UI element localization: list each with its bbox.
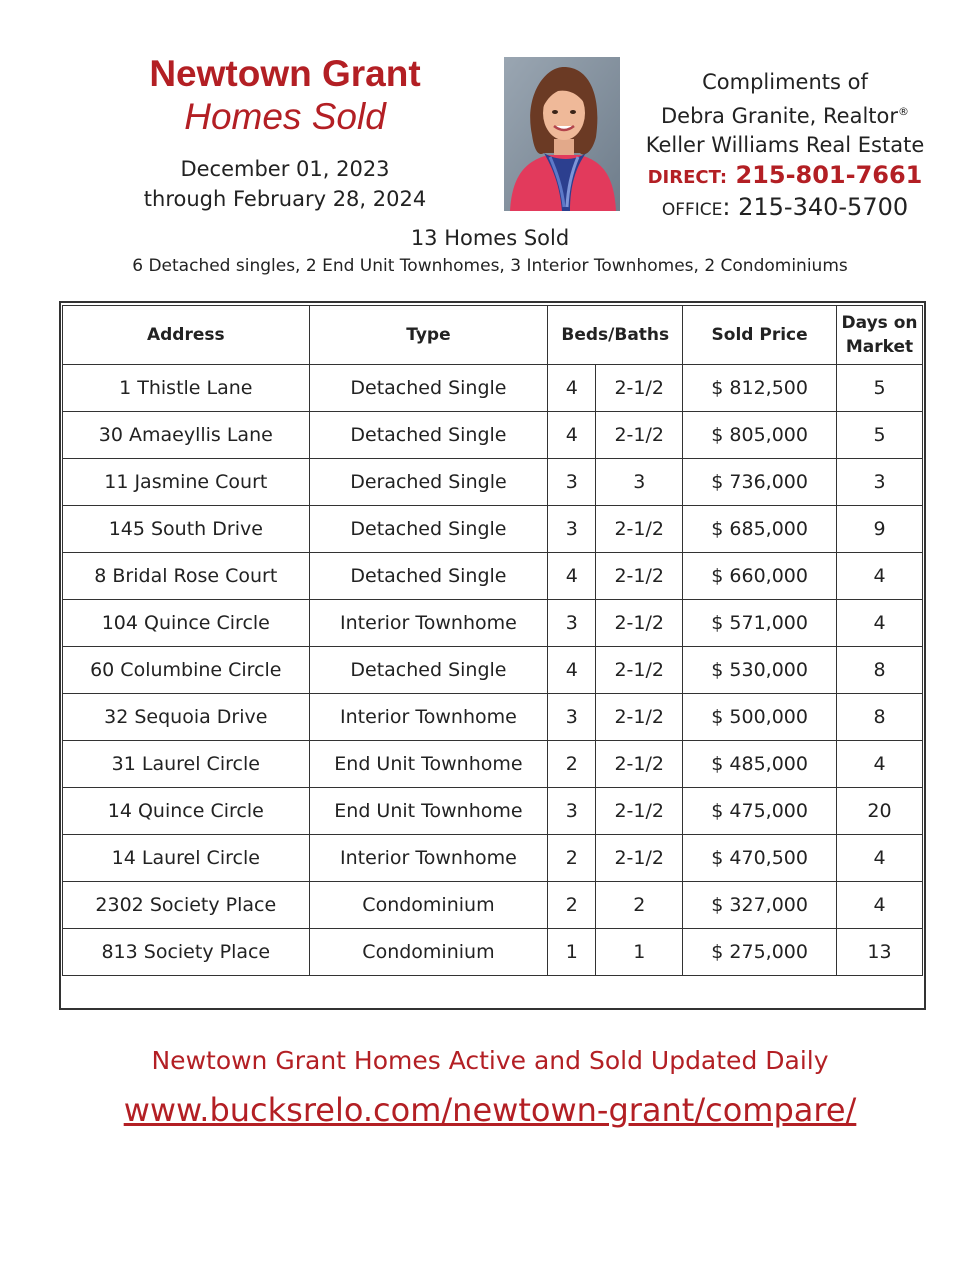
table-row [63,694,923,741]
cell-price: $ 327,000 [683,882,837,929]
cell-address: 11 Jasmine Court [63,459,310,506]
cell-price: $ 500,000 [683,694,837,741]
header-dom-line2: Market [845,337,914,357]
cell-type: Detached Single [309,412,548,459]
table-header-row [63,306,923,365]
compliments-text: Compliments of [702,70,868,94]
cell-address: 104 Quince Circle [63,600,310,647]
cell-type: Detached Single [309,647,548,694]
cell-dom: 9 [837,506,923,553]
cell-baths: 2-1/2 [596,694,683,741]
sales-table-frame [59,301,926,1010]
cell-type: Condominium [309,882,548,929]
cell-dom: 20 [837,788,923,835]
cell-baths: 2-1/2 [596,647,683,694]
cell-baths: 2-1/2 [596,506,683,553]
cell-beds: 4 [548,647,596,694]
cell-price: $ 736,000 [683,459,837,506]
cell-dom: 4 [837,741,923,788]
agent-company: Keller Williams Real Estate [645,133,925,157]
cell-price: $ 660,000 [683,553,837,600]
cell-address: 2302 Society Place [63,882,310,929]
header-type: Type [309,306,548,365]
cell-beds: 3 [548,788,596,835]
cell-address: 8 Bridal Rose Court [63,553,310,600]
cell-price: $ 530,000 [683,647,837,694]
table-row [63,412,923,459]
cell-type: End Unit Townhome [309,741,548,788]
agent-photo [504,57,620,211]
sales-table [62,305,923,976]
cell-beds: 4 [548,553,596,600]
cell-type: Condominium [309,929,548,976]
table-row [63,506,923,553]
cell-dom: 3 [837,459,923,506]
direct-label: DIRECT: [647,167,728,188]
cell-price: $ 470,500 [683,835,837,882]
table-row [63,647,923,694]
cell-type: Detached Single [309,506,548,553]
header-days-on-market [837,306,923,365]
page-subtitle: Homes Sold [184,96,386,137]
footer-text: Newtown Grant Homes Active and Sold Updated Daily [151,1046,829,1075]
cell-address: 14 Laurel Circle [63,835,310,882]
agent-info [640,68,930,224]
cell-baths: 2-1/2 [596,365,683,412]
agent-name: Debra Granite, Realtor [660,104,898,128]
table-row [63,365,923,412]
table-body [63,365,923,976]
cell-beds: 4 [548,412,596,459]
cell-type: Derached Single [309,459,548,506]
table-row [63,929,923,976]
cell-beds: 3 [548,506,596,553]
cell-dom: 5 [837,412,923,459]
cell-beds: 4 [548,365,596,412]
cell-type: Detached Single [309,553,548,600]
footer-link[interactable]: www.bucksrelo.com/newtown-grant/compare/ [123,1091,857,1129]
cell-price: $ 485,000 [683,741,837,788]
table-row [63,459,923,506]
cell-beds: 3 [548,694,596,741]
cell-address: 14 Quince Circle [63,788,310,835]
table-row [63,600,923,647]
cell-dom: 4 [837,553,923,600]
cell-address: 32 Sequoia Drive [63,694,310,741]
office-label: OFFICE [661,200,723,220]
cell-dom: 4 [837,835,923,882]
table-row [63,553,923,600]
header-sold-price: Sold Price [683,306,837,365]
header-beds-baths: Beds/Baths [548,306,683,365]
cell-baths: 2-1/2 [596,788,683,835]
cell-dom: 4 [837,600,923,647]
cell-baths: 2-1/2 [596,553,683,600]
header-address: Address [63,306,310,365]
cell-baths: 2-1/2 [596,835,683,882]
date-range [100,154,470,214]
date-to: through February 28, 2024 [143,187,427,211]
header-dom-line1: Days on [841,313,918,333]
cell-price: $ 475,000 [683,788,837,835]
cell-baths: 1 [596,929,683,976]
cell-beds: 2 [548,741,596,788]
cell-dom: 13 [837,929,923,976]
homes-sold-breakdown: 6 Detached singles, 2 End Unit Townhomes, 3 Interior Townhomes, 2 Condominiums [132,256,848,276]
registered-mark: ® [898,105,909,118]
cell-dom: 5 [837,365,923,412]
cell-price: $ 275,000 [683,929,837,976]
cell-type: Interior Townhome [309,600,548,647]
cell-price: $ 571,000 [683,600,837,647]
agent-name-line [640,97,930,131]
cell-beds: 2 [548,835,596,882]
cell-type: Interior Townhome [309,694,548,741]
cell-price: $ 812,500 [683,365,837,412]
cell-address: 30 Amaeyllis Lane [63,412,310,459]
cell-beds: 3 [548,600,596,647]
homes-sold-count: 13 Homes Sold [410,226,570,250]
cell-beds: 2 [548,882,596,929]
cell-dom: 4 [837,882,923,929]
table-row [63,882,923,929]
cell-dom: 8 [837,694,923,741]
cell-baths: 2-1/2 [596,600,683,647]
cell-dom: 8 [837,647,923,694]
cell-baths: 2-1/2 [596,412,683,459]
office-phone-line [640,193,930,224]
direct-phone[interactable]: 215-801-7661 [735,161,923,189]
date-from: December 01, 2023 [180,157,390,181]
cell-type: Detached Single [309,365,548,412]
cell-address: 31 Laurel Circle [63,741,310,788]
cell-baths: 2 [596,882,683,929]
page-title: Newtown Grant [149,53,421,94]
cell-price: $ 685,000 [683,506,837,553]
table-row [63,741,923,788]
cell-address: 60 Columbine Circle [63,647,310,694]
cell-baths: 3 [596,459,683,506]
agent-portrait-image [504,57,620,211]
cell-type: End Unit Townhome [309,788,548,835]
cell-address: 1 Thistle Lane [63,365,310,412]
table-row [63,788,923,835]
cell-price: $ 805,000 [683,412,837,459]
cell-beds: 1 [548,929,596,976]
title-block [100,52,470,214]
cell-baths: 2-1/2 [596,741,683,788]
cell-address: 813 Society Place [63,929,310,976]
office-phone[interactable]: : 215-340-5700 [722,193,909,221]
cell-address: 145 South Drive [63,506,310,553]
cell-beds: 3 [548,459,596,506]
cell-type: Interior Townhome [309,835,548,882]
table-row [63,835,923,882]
direct-phone-line [640,160,930,193]
